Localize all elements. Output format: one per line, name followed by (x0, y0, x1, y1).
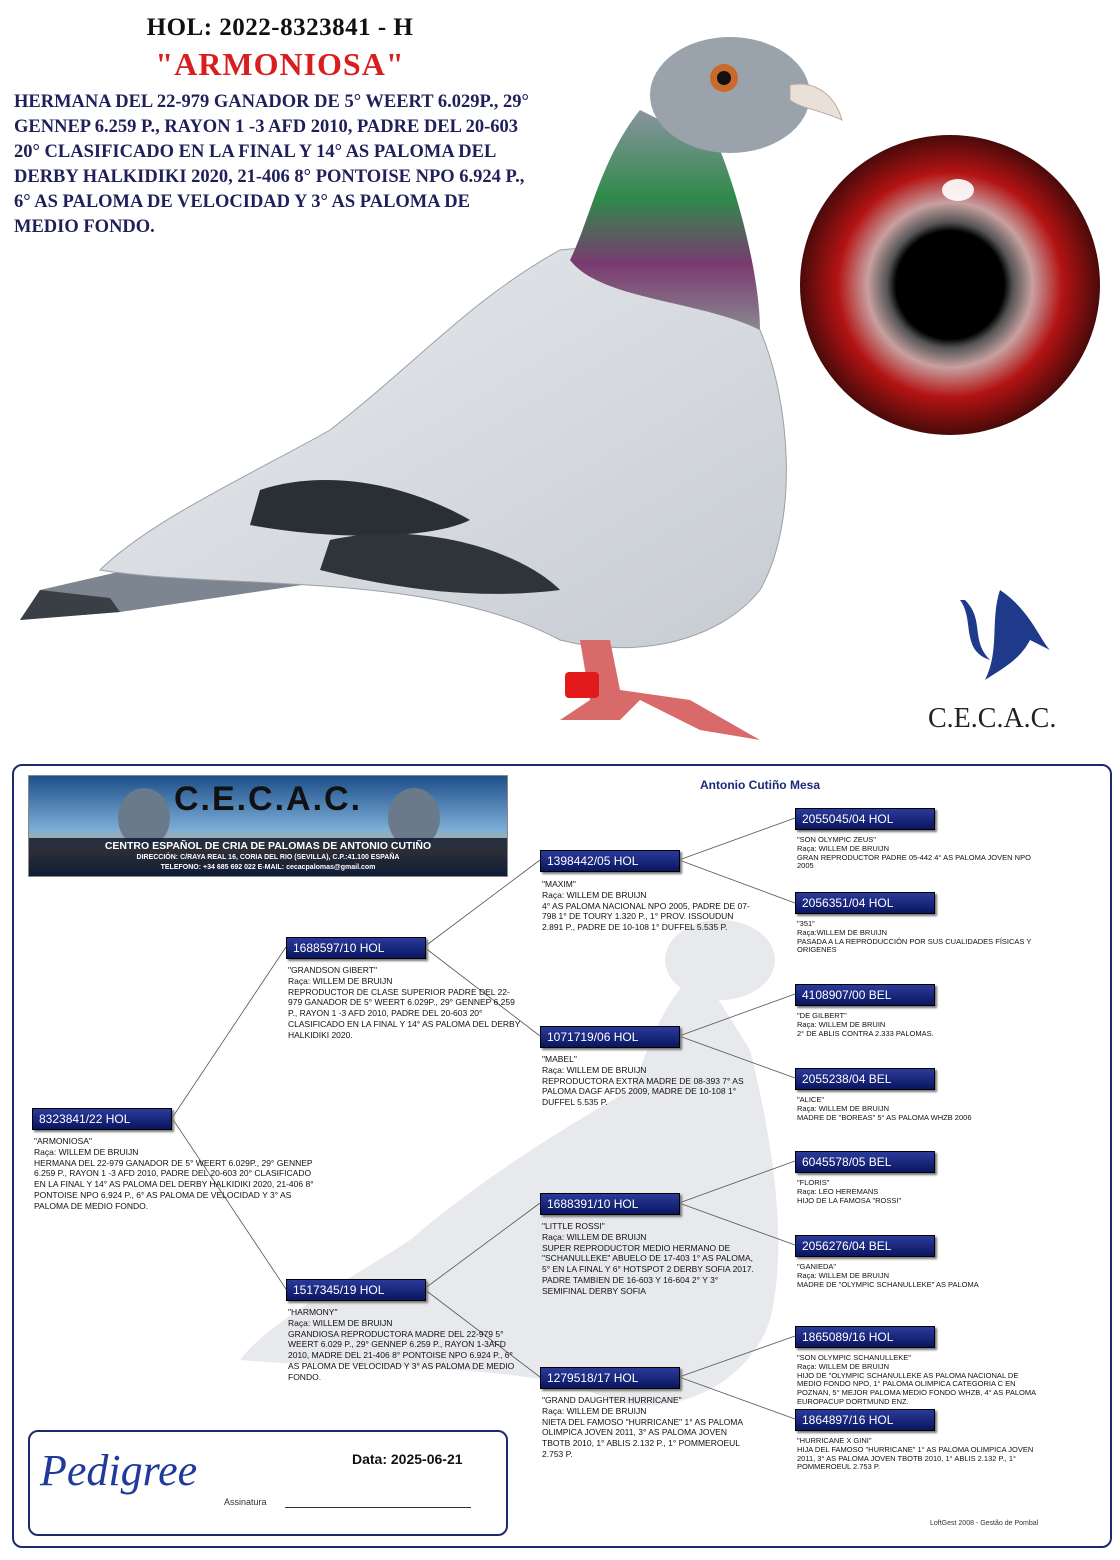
gg-4-info: "ALICE" Raça: WILLEM DE BRUIJN MADRE DE "BOREAS" 5° AS PALOMA WHZB 2006 (797, 1095, 972, 1122)
sire-info: "GRANDSON GIBERT" Raça: WILLEM DE BRUIJN REPRODUCTOR DE CLASE SUPERIOR PADRE DEL 22-979 GANADOR DE 5° WEERT 6.029P., 29° GENNEP 6.259 P., RAYON 1 -3 AFD 2010, PADRE DEL 20-603 20° CLASIFICADO EN LA FINAL Y 14° AS PALOMA DEL DERBY HALKIDIKI 2020. (288, 965, 521, 1040)
sire-sire-ring[interactable]: 1398442/05 HOL (540, 850, 680, 872)
gg-7-ring[interactable]: 1865089/16 HOL (795, 1326, 935, 1348)
dam-dam-ring[interactable]: 1279518/17 HOL (540, 1367, 680, 1389)
gg-2-ring[interactable]: 2056351/04 HOL (795, 892, 935, 914)
date-label: Data: 2025-06-21 (352, 1451, 463, 1467)
dam-info: "HARMONY" Raça: WILLEM DE BRUIJN GRANDIOSA REPRODUCTORA MADRE DEL 22-979 5° WEERT 6.029 P., 29° GENNEP 6.259 P., RAYON 1-3AFD 2010, MADRE DEL 21-406 8° PONTOISE NPO 6.924 P., 6° AS PALOMA DE VELOCIDAD Y 3° AS PALOMA DE MEDIO FONDO. (288, 1307, 515, 1382)
owner-name: Antonio Cutiño Mesa (700, 778, 820, 792)
gg-5-info: "FLORIS" Raça: LEO HEREMANS HIJO DE LA FAMOSA "ROSSI" (797, 1178, 902, 1205)
gg-6-ring[interactable]: 2056276/04 BEL (795, 1235, 935, 1257)
banner-subtitle: CENTRO ESPAÑOL DE CRIA DE PALOMAS DE ANTONIO CUTIÑO (104, 840, 432, 852)
gg-4-ring[interactable]: 2055238/04 BEL (795, 1068, 935, 1090)
gg-6-info: "GANIEDA" Raça: WILLEM DE BRUIJN MADRE DE "OLYMPIC SCHANULLEKE" AS PALOMA (797, 1262, 979, 1289)
gg-2-info: "351" Raça:WILLEM DE BRUIJN PASADA A LA REPRODUCCIÓN POR SUS CUALIDADES FÍSICAS Y ORIGENES (797, 919, 1032, 955)
cecac-logo-text: C.E.C.A.C. (928, 703, 1057, 734)
bird-description: HERMANA DEL 22-979 GANADOR DE 5° WEERT 6.029P., 29° GENNEP 6.259 P., RAYON 1 -3 AFD 2010, PADRE DEL 20-603 20° CLASIFICADO EN LA FINAL Y 14° AS PALOMA DEL DERBY HALKIDIKI 2020, 21-406 8° PONTOISE NPO 6.924 P., 6° AS PALOMA DE VELOCIDAD Y 3° AS PALOMA DE MEDIO FONDO. (14, 92, 529, 237)
banner-address: DIRECCIÓN: C/RAYA REAL 16, CORIA DEL RIO (SEVILLA), C.P.:41.100 ESPAÑA (136, 854, 400, 861)
subject-info: "ARMONIOSA" Raça: WILLEM DE BRUIJN HERMANA DEL 22-979 GANADOR DE 5° WEERT 6.029P., 29° GENNEP 6.259 P., RAYON 1 -3 AFD 2010, PADRE DEL 20-603 20° CLASIFICADO EN LA FINAL Y 14° AS PALOMA DEL DERBY HALKIDIKI 2020, 21-406 8° PONTOISE NPO 6.924 P., 6° AS PALOMA DE VELOCIDAD Y 3° AS PALOMA DE MEDIO FONDO. (34, 1136, 314, 1211)
gg-7-info: "SON OLYMPIC SCHANULLEKE" Raça: WILLEM DE BRUIJN HIJO DE "OLYMPIC SCHANULLEKE AS PALOMA NACIONAL DE MEDIO FONDO NPO, 1° PALOMA OLIMPICA CATEGORIA C EN POZNAN, 5° MEJOR PALOMA MEDIO FONDO WHZB, 4° AS PALOMA EUROPACUP DORTMUND ENZ. (797, 1353, 1036, 1406)
gg-1-info: "SON OLYMPIC ZEUS" Raça: WILLEM DE BRUIJN GRAN REPRODUCTOR PADRE 05-442 4° AS PALOMA JOVEN NPO 2005 (797, 835, 1031, 871)
sire-ring[interactable]: 1688597/10 HOL (286, 937, 426, 959)
gg-5-ring[interactable]: 6045578/05 BEL (795, 1151, 935, 1173)
software-credit: LoftGest 2008 - Gestão de Pombal (930, 1520, 1039, 1527)
signature-line[interactable] (285, 1507, 471, 1508)
dam-ring[interactable]: 1517345/19 HOL (286, 1279, 426, 1301)
ring-title: HOL: 2022-8323841 - H (146, 14, 414, 41)
signature-label: Assinatura (224, 1497, 267, 1507)
pedigree-title: Pedigree (40, 1446, 198, 1495)
gg-8-ring[interactable]: 1864897/16 HOL (795, 1409, 935, 1431)
banner-title: C.E.C.A.C. (173, 780, 363, 818)
sire-sire-info: "MAXIM" Raça: WILLEM DE BRUIJN 4° AS PALOMA NACIONAL NPO 2005, PADRE DE 07-798 1° DE TOURY 1.320 P., 1° PROV. ISSOUDUN 2.891 P., PADRE DE 10-108 1° DUFFEL 5.535 P. (542, 879, 750, 933)
dam-sire-ring[interactable]: 1688391/10 HOL (540, 1193, 680, 1215)
banner-contact: TELEFONO: +34 685 692 022 E-MAIL: cecacpalomas@gmail.com (160, 864, 376, 871)
gg-3-info: "DE GILBERT" Raça: WILLEM DE BRUIN 2° DE ABLIS CONTRA 2.333 PALOMAS. (797, 1011, 934, 1038)
sire-dam-info: "MABEL" Raça: WILLEM DE BRUIJN REPRODUCTORA EXTRA MADRE DE 08-393 7° AS PALOMA DAGF AFD5 2009, MADRE DE 10-108 1° DUFFEL 5.535 P. (542, 1054, 744, 1108)
gg-3-ring[interactable]: 4108907/00 BEL (795, 984, 935, 1006)
subject-ring[interactable]: 8323841/22 HOL (32, 1108, 172, 1130)
gg-8-info: "HURRICANE X GINI" HIJA DEL FAMOSO "HURRICANE" 1° AS PALOMA OLIMPICA JOVEN 2011, 3° AS PALOMA JOVEN TBOTB 2010, 1° ABLIS 2.132 P., 1° POMMEROEUL 2.753 P. (797, 1436, 1034, 1472)
bird-name: "ARMONIOSA" (155, 46, 405, 82)
dam-sire-info: "LITTLE ROSSI" Raça: WILLEM DE BRUIJN SUPER REPRODUCTOR MEDIO HERMANO DE "SCHANULLEKE" ABUELO DE 17-403 1° AS PALOMA, 5° EN LA FINAL Y 6° HOTSPOT 2 DERBY SOFIA 2017. PADRE TAMBIEN DE 16-603 Y 16-604 2° Y 3° SEMIFINAL DERBY SOFIA (542, 1221, 754, 1296)
sire-dam-ring[interactable]: 1071719/06 HOL (540, 1026, 680, 1048)
dam-dam-info: "GRAND DAUGHTER HURRICANE" Raça: WILLEM DE BRUIJN NIETA DEL FAMOSO "HURRICANE" 1° AS PALOMA OLIMPICA JOVEN 2011, 3° AS PALOMA JOVEN TBOTB 2010, 1° ABLIS 2.132 P., 1° POMMEROEUL 2.753 P. (542, 1395, 743, 1459)
gg-1-ring[interactable]: 2055045/04 HOL (795, 808, 935, 830)
